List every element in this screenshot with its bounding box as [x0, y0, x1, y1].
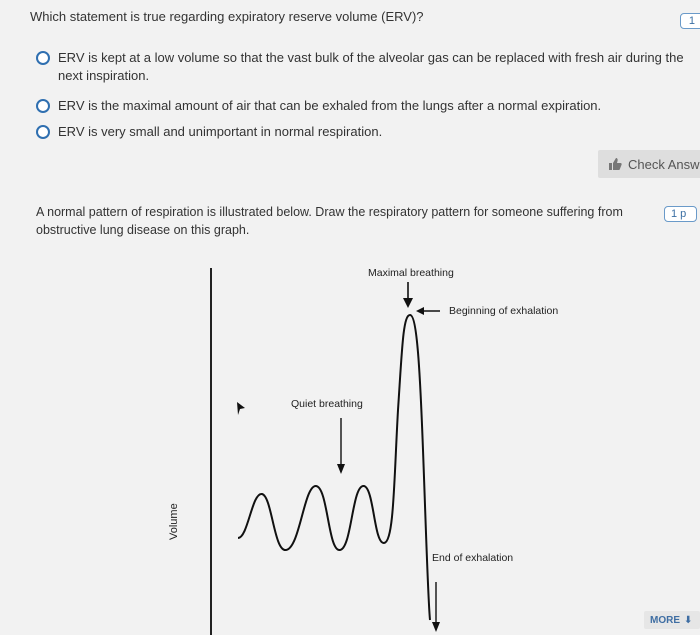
check-answer-button[interactable]	[598, 150, 700, 178]
answer-option-2[interactable]	[36, 97, 676, 115]
more-label: MORE	[650, 614, 680, 626]
thumbs-up-icon	[608, 157, 622, 171]
end-of-exhalation-label: End of exhalation	[432, 552, 514, 564]
answer-option-3[interactable]	[36, 123, 676, 141]
maximal-breathing-arrowhead	[403, 298, 413, 308]
points-badge: 1	[680, 13, 700, 29]
quiet-breathing-arrowhead	[337, 464, 345, 474]
radio-button[interactable]	[36, 125, 50, 139]
beginning-of-exhalation-label: Beginning of exhalation	[449, 305, 559, 317]
quiet-breathing-label: Quiet breathing	[291, 398, 363, 410]
maximal-breathing-label: Maximal breathing	[368, 267, 454, 279]
answer-option-3-text: ERV is very small and unimportant in normal respiration.	[58, 124, 383, 139]
question-2-prompt: A normal pattern of respiration is illustrated below. Draw the respiratory pattern for someone suffering from obstructive lung disease on this graph.	[36, 205, 623, 237]
radio-button[interactable]	[36, 99, 50, 113]
question-1-prompt: Which statement is true regarding expiratory reserve volume (ERV)?	[30, 9, 424, 24]
beginning-exhalation-arrowhead	[416, 307, 424, 315]
check-answer-label: Check Answ	[628, 156, 700, 172]
radio-button[interactable]	[36, 51, 50, 65]
respiration-curve	[238, 315, 430, 620]
answer-option-1-line-2: next inspiration.	[58, 68, 150, 83]
answer-option-2-text: ERV is the maximal amount of air that can be exhaled from the lungs after a normal expiration.	[58, 98, 602, 113]
points-badge-2: 1 p	[664, 206, 697, 222]
y-axis-label: Volume	[168, 503, 180, 540]
answer-option-1[interactable]	[36, 49, 686, 85]
respiration-graph[interactable]	[0, 260, 700, 635]
cursor-pointer-icon	[237, 402, 245, 415]
answer-option-1-line-1: ERV is kept at a low volume so that the vast bulk of the alveolar gas can be replaced with fresh air during the	[58, 50, 684, 65]
more-button[interactable]	[644, 611, 700, 629]
end-exhalation-arrowhead	[432, 622, 440, 632]
arrow-down-icon: ⬇	[684, 614, 693, 626]
